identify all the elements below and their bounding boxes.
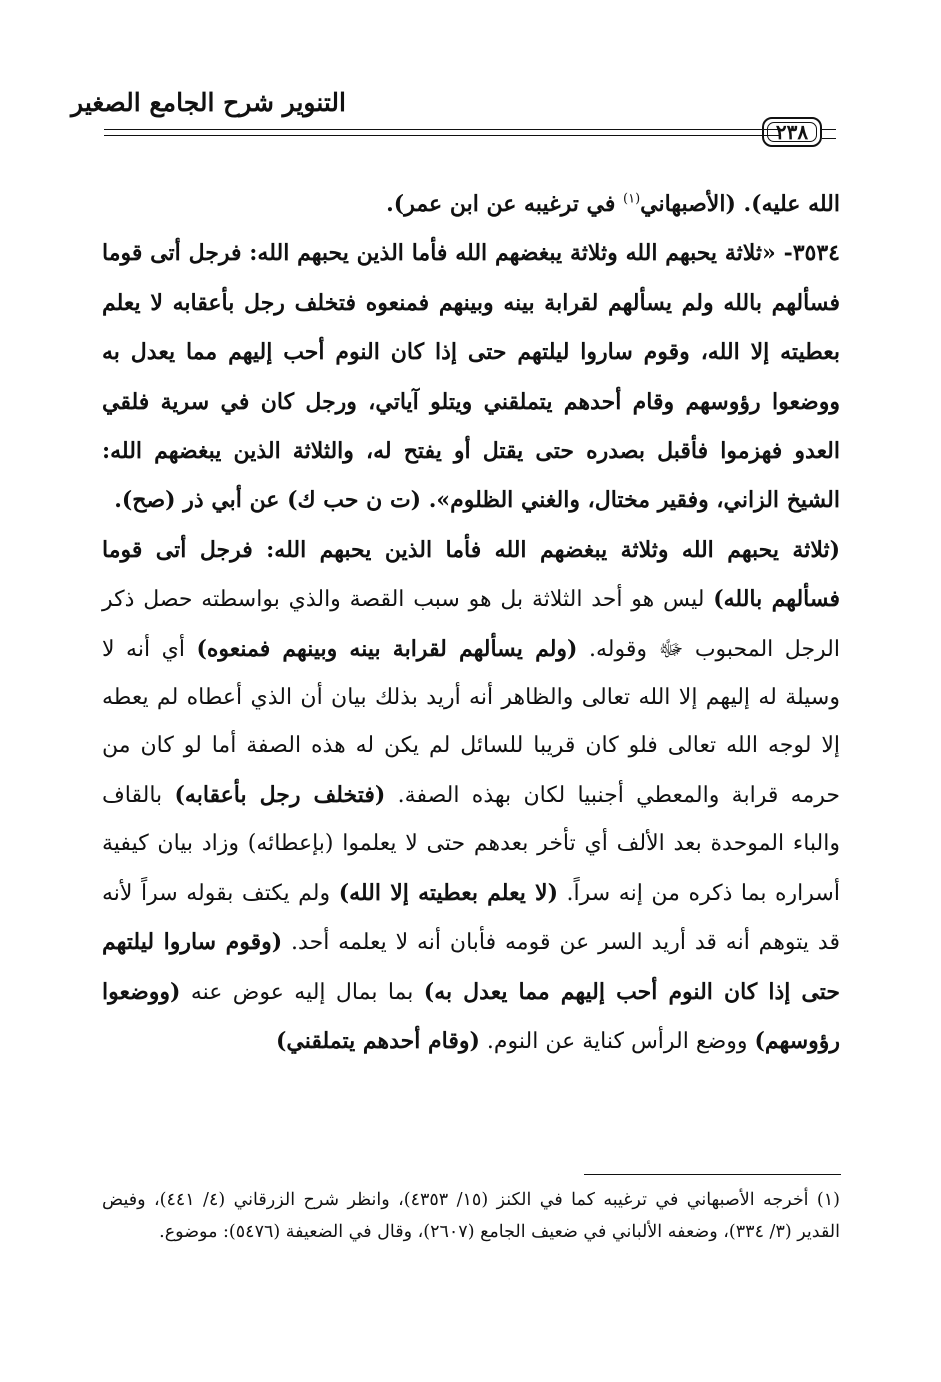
- hadith-text: «ثلاثة يحبهم الله وثلاثة يبغضهم الله فأما الذين يحبهم الله: فرجل أتى قوما فسألهم بالله ولم يسألهم لقرابة بينه وبينهم فمنعوه فتخلف رجل بأعقابه لا يعلم بعطيته إلا الله، وقوم ساروا ليلتهم حتى إذا كان النوم أحب إليهم مما يعدل به ووضعوا رؤوسهم وقام أحدهم يتملقني ويتلو آياتي، ورجل كان في سرية فلقي العدو فهزموا فأقبل بصدره حتى يقتل أو يفتح له، والثلاثة الذين يبغضهم الله: الشيخ الزاني، وفقير مختال، والغني الظلوم». (ت ن حب ك) عن أبي ذر (صح).: [102, 240, 840, 514]
- quoted-phrase: (ثلاثة يحبهم الله وثلاثة يبغضهم الله فأما الذين يحبهم الله: فرجل أتى قوما فسألهم بالله): [102, 536, 840, 613]
- quoted-phrase: (ووضعوا رؤوسهم): [102, 978, 840, 1054]
- quoted-phrase: (ولم يسألهم لقرابة بينه وبينهم فمنعوه): [196, 635, 578, 662]
- commentary-text: ليس هو أحد الثلاثة بل هو سبب القصة والذي بواسطته حصل ذكر الرجل المحبوب ﷻ وقوله.: [102, 587, 840, 662]
- hadith-paragraph: [102, 229, 840, 525]
- text-bold: الله عليه). (الأصبهاني: [640, 191, 840, 217]
- commentary-text: أي أنه لا وسيلة له إليهم إلا الله تعالى والظاهر أنه أريد بذلك بيان أن الذي أعطاه لم يعطه إلا لوجه الله تعالى فلو كان قريبا للسائل لم يكن له هذه الصفة أما لو كان من حرمه قرابة والمعطي أجنبيا لكان بهذه الصفة.: [102, 636, 840, 808]
- main-text: [102, 180, 840, 1066]
- header-rule-top: [104, 129, 781, 130]
- paragraph-continuation: [102, 180, 840, 229]
- quoted-phrase: (فتخلف رجل بأعقابه): [174, 781, 386, 808]
- header-rule-end-mark: [822, 129, 836, 139]
- commentary-text: بما بمال إليه عوض عنه: [180, 979, 424, 1005]
- commentary-paragraph: [102, 526, 840, 1066]
- text-bold: في ترغيبه عن ابن عمر).: [386, 191, 624, 217]
- footnote-separator: [584, 1174, 841, 1175]
- commentary-text: ولم يكتف بقوله سراً لأنه قد يتوهم أنه قد أريد السر عن قومه فأبان أنه لا يعلمه أحد.: [102, 880, 840, 956]
- quoted-phrase: (وقام أحدهم يتملقني): [275, 1027, 480, 1054]
- hadith-number: ٣٥٣٤-: [775, 240, 840, 267]
- footnote-1: (١) أخرجه الأصبهاني في ترغيبه كما في الكنز (١٥/ ٤٣٥٣)، وانظر شرح الزرقاني (٤/ ٤٤١)، وفيض القدير (٣/ ٣٣٤)، وضعفه الألباني في ضعيف الجامع (٢٦٠٧)، وقال في الضعيفة (٥٤٧٦): موضوع.: [102, 1190, 840, 1242]
- footnotes: [102, 1184, 840, 1248]
- quoted-phrase: (وقوم ساروا ليلتهم حتى إذا كان النوم أحب إليهم مما يعدل به): [102, 929, 840, 1005]
- page-number-frame: [762, 117, 822, 147]
- quoted-phrase: (لا يعلم بعطيته إلا الله): [338, 879, 558, 906]
- page-number: ٢٣٨: [775, 120, 809, 144]
- commentary-text: بالقاف والباء الموحدة بعد الألف أي تأخر بعدهم حتى لا يعلموا (بإعطائه) وزاد بيان كيفية أسراره بما ذكره من إنه سراً.: [102, 782, 840, 906]
- header-rule-bottom: [104, 135, 781, 136]
- commentary-text: ووضع الرأس كناية عن النوم.: [479, 1028, 755, 1054]
- footnote-ref: (١): [623, 191, 641, 207]
- running-title: التنوير شرح الجامع الصغير: [71, 88, 346, 117]
